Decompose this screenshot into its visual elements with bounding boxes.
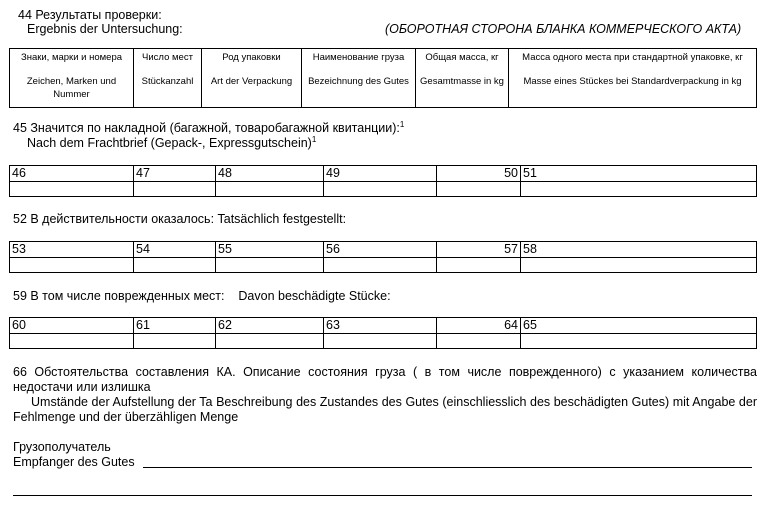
field-46-value[interactable] (10, 182, 134, 197)
field-54-value[interactable] (134, 258, 216, 273)
section-45-title-de-text: Nach dem Frachtbrief (Gepack-, Expressgutschein) (27, 136, 312, 150)
header-total-mass-ru: Общая масса, кг (425, 52, 499, 63)
reverse-side-note: (ОБОРОТНАЯ СТОРОНА БЛАНКА КОММЕРЧЕСКОГО АКТА) (385, 22, 742, 36)
field-65[interactable]: 65 (521, 318, 757, 334)
field-64-value[interactable] (437, 334, 521, 349)
field-58[interactable]: 58 (521, 242, 757, 258)
section-66-text-ru: 66 Обстоятельства составления КА. Описание состояния груза ( в том числе поврежденного) с указанием количества недостачи или излишка (13, 365, 757, 394)
consignee-extra-line[interactable] (13, 495, 752, 496)
header-unit-mass-de: Masse eines Stückes bei Standardverpackung in kg (523, 76, 742, 87)
header-cell-goods-name (302, 49, 416, 108)
section-45-title-ru-text: 45 Значится по накладной (багажной, товаробагажной квитанции): (13, 121, 400, 135)
header-cell-total-mass (416, 49, 509, 108)
field-60[interactable]: 60 (10, 318, 134, 334)
consignee-label-ru: Грузополучатель (13, 440, 111, 454)
section-52-grid (9, 241, 757, 273)
header-marks-ru: Знаки, марки и номера (20, 52, 123, 63)
header-count-de: Stückanzahl (141, 76, 194, 87)
field-50[interactable]: 50 (437, 166, 521, 182)
section-52-title: 52 В действительности оказалось: Tatsächlich festgestellt: (13, 212, 347, 226)
header-cell-marks (10, 49, 134, 108)
field-62[interactable]: 62 (216, 318, 324, 334)
section-44-title-de: Ergebnis der Untersuchung: (27, 22, 183, 36)
header-count-ru: Число мест (142, 52, 193, 63)
field-50-value[interactable] (437, 182, 521, 197)
field-53-value[interactable] (10, 258, 134, 273)
field-58-value[interactable] (521, 258, 757, 273)
field-54[interactable]: 54 (134, 242, 216, 258)
field-61[interactable]: 61 (134, 318, 216, 334)
consignee-label-de: Empfanger des Gutes (13, 455, 135, 469)
section-45-title-de (27, 136, 316, 151)
header-unit-mass-ru: Масса одного места при стандартной упаковке, кг (522, 52, 743, 63)
header-packaging-ru: Род упаковки (222, 52, 281, 63)
field-60-value[interactable] (10, 334, 134, 349)
field-55[interactable]: 55 (216, 242, 324, 258)
header-goods-name-de: Bezeichnung des Gutes (308, 76, 409, 87)
field-65-value[interactable] (521, 334, 757, 349)
field-64[interactable]: 64 (437, 318, 521, 334)
field-57[interactable]: 57 (437, 242, 521, 258)
field-63-value[interactable] (324, 334, 437, 349)
field-61-value[interactable] (134, 334, 216, 349)
header-goods-name-ru: Наименование груза (312, 52, 405, 63)
field-51-value[interactable] (521, 182, 757, 197)
field-47[interactable]: 47 (134, 166, 216, 182)
field-51[interactable]: 51 (521, 166, 757, 182)
field-46[interactable]: 46 (10, 166, 134, 182)
footnote-mark: 1 (311, 134, 317, 144)
field-57-value[interactable] (437, 258, 521, 273)
section-66-text-de: Umstände der Aufstellung der Ta Beschreibung des Zustandes des Gutes (einschliesslich des beschädigten Gutes) mit Angabe der Fehlmenge und der überzähligen Menge (13, 395, 757, 424)
header-cell-count (134, 49, 202, 108)
field-49[interactable]: 49 (324, 166, 437, 182)
header-marks-de: Zeichen, Marken und Nummer (26, 76, 117, 100)
header-table (9, 48, 757, 108)
section-44-title-ru: 44 Результаты проверки: (18, 8, 162, 22)
field-62-value[interactable] (216, 334, 324, 349)
field-47-value[interactable] (134, 182, 216, 197)
consignee-signature-line[interactable] (143, 467, 752, 468)
field-56-value[interactable] (324, 258, 437, 273)
header-cell-packaging (202, 49, 302, 108)
field-48[interactable]: 48 (216, 166, 324, 182)
section-45-title-ru (13, 121, 404, 136)
field-48-value[interactable] (216, 182, 324, 197)
header-packaging-de: Art der Verpackung (210, 76, 293, 87)
section-45-grid (9, 165, 757, 197)
field-49-value[interactable] (324, 182, 437, 197)
section-59-title: 59 В том числе поврежденных мест: Davon beschädigte Stücke: (13, 289, 391, 303)
field-63[interactable]: 63 (324, 318, 437, 334)
field-56[interactable]: 56 (324, 242, 437, 258)
field-55-value[interactable] (216, 258, 324, 273)
field-53[interactable]: 53 (10, 242, 134, 258)
section-59-grid (9, 317, 757, 349)
footnote-mark: 1 (399, 119, 405, 129)
header-cell-unit-mass (509, 49, 757, 108)
header-total-mass-de: Gesamtmasse in kg (420, 76, 504, 87)
